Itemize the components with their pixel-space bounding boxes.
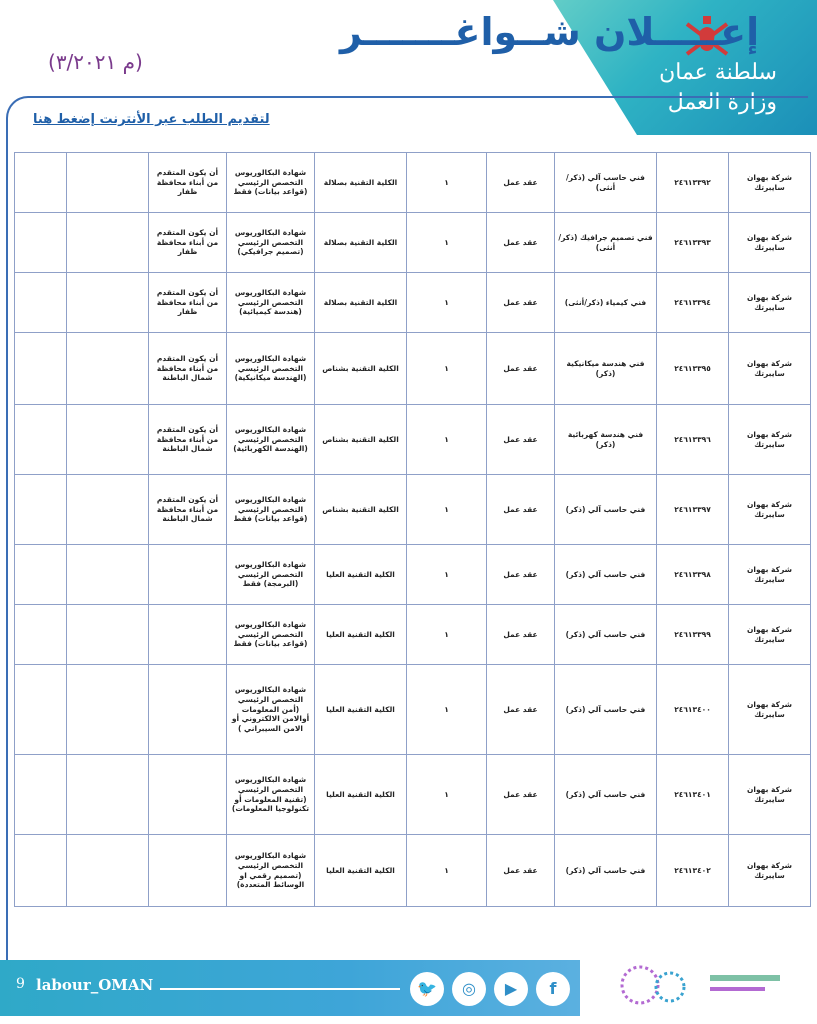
cell-contract: عقد عمل [487, 835, 555, 907]
table-row [15, 545, 811, 605]
cell-extra1 [67, 213, 149, 273]
apply-online-link[interactable]: لتقديم الطلب عبر الأنترنت إضغط هنا [33, 112, 270, 127]
cell-qualification: شهادة البكالوريوس التخصص الرئيسي (قواعد بيانات) فقط [227, 153, 315, 213]
cell-count: ١ [407, 273, 487, 333]
cell-count: ١ [407, 333, 487, 405]
cell-job: فني هندسة ميكانيكية (ذكر) [555, 333, 657, 405]
cell-contract: عقد عمل [487, 475, 555, 545]
cell-job: فني حاسب آلي (ذكر) [555, 835, 657, 907]
instagram-icon[interactable]: ◎ [452, 972, 486, 1006]
cell-college: الكلية التقنية بصلالة [315, 273, 407, 333]
cell-id: ٢٤٦١٣٣٩٩ [657, 605, 729, 665]
cell-extra2 [15, 755, 67, 835]
cell-count: ١ [407, 405, 487, 475]
cell-college: الكلية التقنية بصلالة [315, 153, 407, 213]
cell-extra2 [15, 213, 67, 273]
cell-extra1 [67, 835, 149, 907]
table-row [15, 333, 811, 405]
ministry-name-line1: سلطنة عمان [659, 60, 777, 85]
cell-job: فني حاسب آلي (ذكر) [555, 545, 657, 605]
table-row [15, 755, 811, 835]
cell-condition: أن يكون المتقدم من أبناء محافظة ظفار [149, 213, 227, 273]
table-row [15, 213, 811, 273]
cell-college: الكلية التقنية العليا [315, 545, 407, 605]
cell-extra2 [15, 665, 67, 755]
cell-id: ٢٤٦١٣٣٩٦ [657, 405, 729, 475]
twitter-icon[interactable]: 🐦 [410, 972, 444, 1006]
cell-qualification: شهادة البكالوريوس التخصص الرئيسي (قواعد بيانات) فقط [227, 475, 315, 545]
vacancies-table [14, 152, 811, 907]
cell-contract: عقد عمل [487, 665, 555, 755]
cell-extra1 [67, 475, 149, 545]
cell-qualification: شهادة البكالوريوس التخصص الرئيسي (الهندسة الكهربائية) [227, 405, 315, 475]
page-number: 9 [16, 976, 25, 992]
cell-condition: أن يكون المتقدم من أبناء محافظة شمال الباطنة [149, 475, 227, 545]
cell-job: فني كيمياء (ذكر/أنثى) [555, 273, 657, 333]
cell-company: شركة بهوان سايبرتك [729, 665, 811, 755]
cell-extra1 [67, 605, 149, 665]
page-title: إعـــــلان شــواغـــــــر [340, 10, 760, 54]
cell-id: ٢٤٦١٣٣٩٤ [657, 273, 729, 333]
cell-count: ١ [407, 755, 487, 835]
cell-count: ١ [407, 605, 487, 665]
cell-extra2 [15, 333, 67, 405]
cell-extra2 [15, 475, 67, 545]
cell-id: ٢٤٦١٣٣٩٣ [657, 213, 729, 273]
cell-college: الكلية التقنية العليا [315, 755, 407, 835]
cell-extra2 [15, 153, 67, 213]
cell-contract: عقد عمل [487, 405, 555, 475]
cell-contract: عقد عمل [487, 605, 555, 665]
table-row [15, 475, 811, 545]
cell-id: ٢٤٦١٣٣٩٥ [657, 333, 729, 405]
cell-extra1 [67, 545, 149, 605]
cell-condition [149, 545, 227, 605]
cell-contract: عقد عمل [487, 213, 555, 273]
announcement-date: (م ٣/٢٠٢١) [48, 50, 143, 74]
cell-condition: أن يكون المتقدم من أبناء محافظة ظفار [149, 153, 227, 213]
cell-id: ٢٤٦١٣٤٠٠ [657, 665, 729, 755]
cell-contract: عقد عمل [487, 545, 555, 605]
cell-condition: أن يكون المتقدم من أبناء محافظة شمال الباطنة [149, 333, 227, 405]
cell-company: شركة بهوان سايبرتك [729, 273, 811, 333]
cell-extra1 [67, 665, 149, 755]
cell-id: ٢٤٦١٣٤٠١ [657, 755, 729, 835]
cell-extra2 [15, 605, 67, 665]
table-row [15, 405, 811, 475]
cell-qualification: شهادة البكالوريوس التخصص الرئيسي (تصميم جرافيكي) [227, 213, 315, 273]
cell-company: شركة بهوان سايبرتك [729, 605, 811, 665]
cell-count: ١ [407, 153, 487, 213]
ministry-name-line2: وزارة العمل [667, 90, 777, 115]
cell-job: فني تصميم جرافيك (ذكر/أنثى) [555, 213, 657, 273]
cell-id: ٢٤٦١٣٤٠٢ [657, 835, 729, 907]
cell-extra1 [67, 755, 149, 835]
cell-extra1 [67, 273, 149, 333]
table-row [15, 605, 811, 665]
cell-id: ٢٤٦١٣٣٩٧ [657, 475, 729, 545]
cell-count: ١ [407, 475, 487, 545]
cell-college: الكلية التقنية العليا [315, 835, 407, 907]
cell-college: الكلية التقنية بشناص [315, 333, 407, 405]
cell-count: ١ [407, 665, 487, 755]
youtube-icon[interactable]: ▶ [494, 972, 528, 1006]
facebook-icon[interactable]: f [536, 972, 570, 1006]
table-row [15, 153, 811, 213]
cell-condition [149, 665, 227, 755]
cell-job: فني حاسب آلي (ذكر) [555, 665, 657, 755]
cell-extra2 [15, 545, 67, 605]
table-row [15, 273, 811, 333]
cell-contract: عقد عمل [487, 273, 555, 333]
cell-extra1 [67, 153, 149, 213]
cell-count: ١ [407, 213, 487, 273]
cell-qualification: شهادة البكالوريوس التخصص الرئيسي (أمن المعلومات أوالامن الالكتروني أو الامن السيبراني ) [227, 665, 315, 755]
cell-extra1 [67, 333, 149, 405]
cell-job: فني حاسب آلي (ذكر) [555, 605, 657, 665]
cell-qualification: شهادة البكالوريوس التخصص الرئيسي (تصميم رقمي او الوسائط المتعددة) [227, 835, 315, 907]
social-handle: labour_OMAN [36, 976, 154, 994]
cell-condition [149, 835, 227, 907]
footer-divider [160, 988, 400, 990]
cell-job: فني هندسة كهربائية (ذكر) [555, 405, 657, 475]
cell-qualification: شهادة البكالوريوس التخصص الرئيسي (البرمجة) فقط [227, 545, 315, 605]
cell-extra2 [15, 835, 67, 907]
cell-company: شركة بهوان سايبرتك [729, 213, 811, 273]
cell-company: شركة بهوان سايبرتك [729, 405, 811, 475]
cell-college: الكلية التقنية العليا [315, 665, 407, 755]
cell-job: فني حاسب آلي (ذكر/أنثى) [555, 153, 657, 213]
cell-condition: أن يكون المتقدم من أبناء محافظة ظفار [149, 273, 227, 333]
cell-qualification: شهادة البكالوريوس التخصص الرئيسي (هندسة كيميائية) [227, 273, 315, 333]
cell-company: شركة بهوان سايبرتك [729, 333, 811, 405]
vision-2040-logo [600, 955, 800, 1021]
cell-condition [149, 755, 227, 835]
cell-company: شركة بهوان سايبرتك [729, 835, 811, 907]
cell-job: فني حاسب آلي (ذكر) [555, 475, 657, 545]
cell-company: شركة بهوان سايبرتك [729, 475, 811, 545]
cell-company: شركة بهوان سايبرتك [729, 153, 811, 213]
cell-contract: عقد عمل [487, 755, 555, 835]
cell-contract: عقد عمل [487, 333, 555, 405]
cell-company: شركة بهوان سايبرتك [729, 755, 811, 835]
cell-contract: عقد عمل [487, 153, 555, 213]
cell-college: الكلية التقنية بشناص [315, 405, 407, 475]
cell-count: ١ [407, 835, 487, 907]
cell-id: ٢٤٦١٣٣٩٢ [657, 153, 729, 213]
cell-qualification: شهادة البكالوريوس التخصص الرئيسي (قواعد بيانات) فقط [227, 605, 315, 665]
cell-extra2 [15, 273, 67, 333]
cell-qualification: شهادة البكالوريوس التخصص الرئيسي (الهندسة ميكانيكية) [227, 333, 315, 405]
cell-college: الكلية التقنية بصلالة [315, 213, 407, 273]
cell-id: ٢٤٦١٣٣٩٨ [657, 545, 729, 605]
cell-condition [149, 605, 227, 665]
cell-condition: أن يكون المتقدم من أبناء محافظة شمال الباطنة [149, 405, 227, 475]
cell-college: الكلية التقنية بشناص [315, 475, 407, 545]
table-row [15, 835, 811, 907]
cell-job: فني حاسب آلي (ذكر) [555, 755, 657, 835]
cell-extra2 [15, 405, 67, 475]
table-row [15, 665, 811, 755]
cell-company: شركة بهوان سايبرتك [729, 545, 811, 605]
cell-extra1 [67, 405, 149, 475]
cell-count: ١ [407, 545, 487, 605]
cell-college: الكلية التقنية العليا [315, 605, 407, 665]
cell-qualification: شهادة البكالوريوس التخصص الرئيسي (تقنية المعلومات أو تكنولوجيا المعلومات) [227, 755, 315, 835]
